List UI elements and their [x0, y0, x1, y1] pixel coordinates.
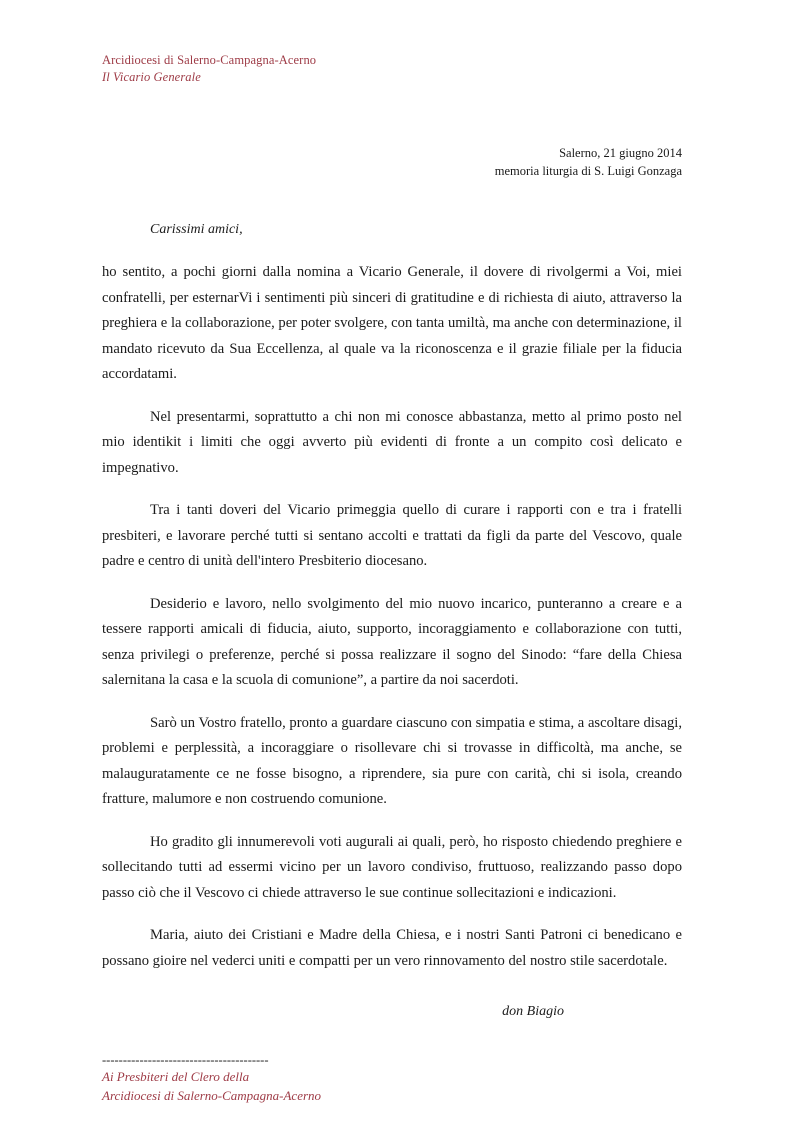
paragraph: Maria, aiuto dei Cristiani e Madre della Chiesa, e i nostri Santi Patroni ci benedicano e possano gioire nel vederci uniti e compatti per un vero rinnovamento del nostro stile sacerdotale.: [102, 927, 682, 969]
signature: don Biagio: [502, 1004, 564, 1019]
letter-body: [102, 260, 682, 974]
paragraph: Desiderio e lavoro, nello svolgimento del mio nuovo incarico, punteranno a creare e a tessere rapporti amicali di fiducia, aiuto, supporto, incoraggiamento e collaborazione con tutti, senza privilegi o preferenze, perché si possa realizzare il sogno del Sinodo: “fare della Chiesa salernitana la casa e la scuola di comunione”, a partire da noi sacerdoti.: [102, 595, 682, 688]
paragraph: Nel presentarmi, soprattutto a chi non mi conosce abbastanza, metto al primo posto nel mio identikit i limiti che oggi avverto più evidenti di fronte a un compito così delicato e impegnativo.: [102, 408, 682, 476]
paragraph: ho sentito, a pochi giorni dalla nomina a Vicario Generale, il dovere di rivolgermi a Voi, miei confratelli, per esternarVi i sentimenti più sinceri di gratitudine e di richiesta di aiuto, attraverso la preghiera e la collaborazione, per poter svolgere, con tanta umiltà, ma anche con determinazione, il mandato ricevuto da Sua Eccellenza, al quale va la riconoscenza e il grazie filiale per la fiducia accordatami.: [102, 264, 682, 382]
paragraph: Tra i tanti doveri del Vicario primeggia quello di curare i rapporti con e tra i fratelli presbiteri, e lavorare perché tutti si sentano accolti e trattati da figli da parte del Vescovo, quale padre e centro di unità dell'intero Presbiterio diocesano.: [102, 502, 682, 569]
place-and-date: Salerno, 21 giugno 2014: [559, 146, 682, 160]
footer-recipient-line1: Ai Presbiteri del Clero della: [102, 1069, 250, 1084]
paragraph: Ho gradito gli innumerevoli voti augurali ai quali, però, ho risposto chiedendo preghiere e sollecitando tutti ad essermi vicino per un lavoro condiviso, fruttuoso, realizzando passo dopo passo ciò che il Vescovo ci chiede attraverso le sue continue sollecitazioni e indicazioni.: [102, 833, 682, 901]
letterhead: [102, 52, 682, 86]
paragraph: Sarò un Vostro fratello, pronto a guardare ciascuno con simpatia e stima, a ascoltare disagi, problemi e perplessità, a incoraggiare o risollevare chi si trovasse in difficoltà, ma anche, se malauguratamente ce ne fosse bisogno, a riprendere, sia pure con carità, chi si isola, creando fratture, malumore e non costruendo comunione.: [102, 714, 682, 807]
salutation: Carissimi amici,: [150, 222, 243, 237]
document-content: [102, 52, 682, 1105]
letterhead-role: Il Vicario Generale: [102, 70, 201, 84]
footer-divider: ----------------------------------------: [102, 1053, 269, 1067]
footer: [102, 1053, 682, 1105]
date-block: [102, 144, 682, 180]
liturgical-note: memoria liturgia di S. Luigi Gonzaga: [494, 164, 682, 178]
letterhead-organization: Arcidiocesi di Salerno-Campagna-Acerno: [102, 53, 317, 67]
footer-recipient-line2: Arcidiocesi di Salerno-Campagna-Acerno: [102, 1088, 322, 1103]
